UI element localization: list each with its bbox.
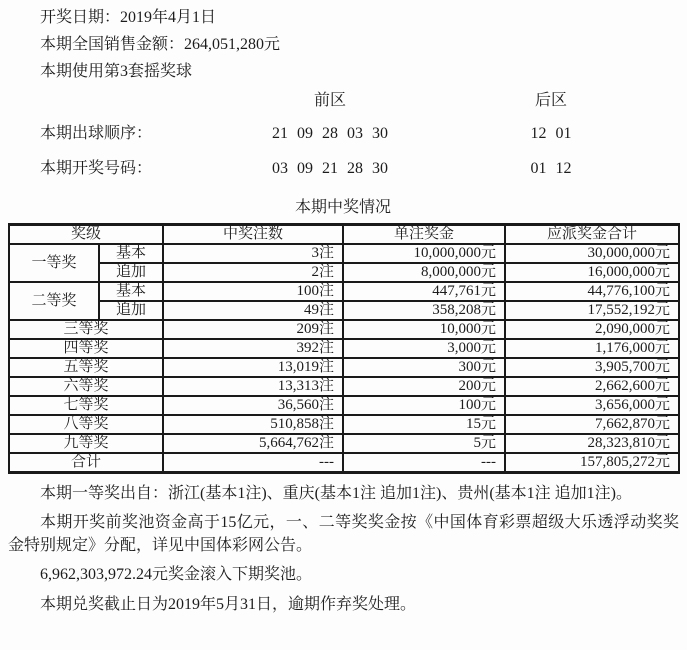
prize-level-cell: 七等奖	[9, 396, 163, 415]
prize-level-cell: 五等奖	[9, 358, 163, 377]
draw-numbers-section	[0, 85, 687, 186]
table-row-seventh-prize	[9, 396, 679, 415]
zone-header-spacer	[0, 85, 225, 117]
winning-back-numbers: 01 12	[530, 160, 572, 177]
table-row-ninth-prize	[9, 434, 679, 453]
total-per-prize-cell: ---	[343, 453, 505, 473]
per-prize-cell: 10,000,000元	[343, 244, 505, 263]
total-cell: 44,776,100元	[505, 282, 679, 301]
table-row-first-prize-basic	[9, 244, 679, 263]
per-prize-cell: 3,000元	[343, 339, 505, 358]
winning-numbers-row	[0, 151, 687, 186]
header-per-bet-prize: 单注奖金	[343, 225, 505, 245]
table-row-third-prize	[9, 320, 679, 339]
prize-table-title: 本期中奖情况	[294, 199, 391, 216]
total-cell: 2,090,000元	[505, 320, 679, 339]
prize-level-cell: 九等奖	[9, 434, 163, 453]
table-row-fifth-prize	[9, 358, 679, 377]
count-cell: 13,313注	[163, 377, 343, 396]
subtype-cell: 基本	[99, 282, 163, 301]
rollover-note: 6,962,303,972.24元奖金滚入下期奖池。	[40, 566, 313, 583]
prize-level-cell: 六等奖	[9, 377, 163, 396]
winning-front-numbers: 03 09 21 28 30	[272, 160, 388, 177]
prize-level-cell: 三等奖	[9, 320, 163, 339]
per-prize-cell: 5元	[343, 434, 505, 453]
prize-table	[8, 223, 680, 474]
back-zone-label: 后区	[534, 92, 567, 109]
count-cell: 13,019注	[163, 358, 343, 377]
prize-level-cell: 二等奖	[9, 282, 99, 320]
deadline-note: 本期兑奖截止日为2019年5月31日，逾期作弃奖处理。	[40, 596, 417, 613]
subtype-cell: 追加	[99, 263, 163, 282]
table-row-second-prize-additional	[9, 301, 679, 320]
total-label-cell: 合计	[9, 453, 163, 473]
table-row-sixth-prize	[9, 377, 679, 396]
draw-date-line: 开奖日期：2019年4月1日	[40, 9, 217, 26]
pool-rule-note: 本期开奖前奖池资金高于15亿元，一、二等奖奖金按《中国体育彩票超级大乐透浮动奖奖金特别规定》分配，详见中国体彩网公告。	[8, 514, 679, 554]
prize-table-header-row	[9, 225, 679, 245]
count-cell: 392注	[163, 339, 343, 358]
table-row-eighth-prize	[9, 415, 679, 434]
count-cell: 36,560注	[163, 396, 343, 415]
total-cell: 7,662,870元	[505, 415, 679, 434]
prize-level-cell: 四等奖	[9, 339, 163, 358]
prize-level-cell: 八等奖	[9, 415, 163, 434]
count-cell: 209注	[163, 320, 343, 339]
prize-level-cell: 一等奖	[9, 244, 99, 282]
ball-sequence-back-numbers: 12 01	[530, 125, 572, 142]
per-prize-cell: 300元	[343, 358, 505, 377]
per-prize-cell: 358,208元	[343, 301, 505, 320]
total-cell: 3,656,000元	[505, 396, 679, 415]
header-winning-count: 中奖注数	[163, 225, 343, 245]
total-cell: 16,000,000元	[505, 263, 679, 282]
count-cell: 5,664,762注	[163, 434, 343, 453]
total-count-cell: ---	[163, 453, 343, 473]
table-row-total	[9, 453, 679, 473]
per-prize-cell: 447,761元	[343, 282, 505, 301]
count-cell: 100注	[163, 282, 343, 301]
total-cell: 30,000,000元	[505, 244, 679, 263]
total-cell: 17,552,192元	[505, 301, 679, 320]
sales-amount-line: 本期全国销售金额：264,051,280元	[40, 36, 281, 53]
count-cell: 3注	[163, 244, 343, 263]
subtype-cell: 追加	[99, 301, 163, 320]
count-cell: 49注	[163, 301, 343, 320]
total-cell: 2,662,600元	[505, 377, 679, 396]
ball-sequence-row	[0, 117, 687, 151]
total-payout-cell: 157,805,272元	[505, 453, 679, 473]
per-prize-cell: 100元	[343, 396, 505, 415]
ball-sequence-front-numbers: 21 09 28 03 30	[272, 125, 388, 142]
per-prize-cell: 10,000元	[343, 320, 505, 339]
table-row-second-prize-basic	[9, 282, 679, 301]
first-prize-origin-note: 本期一等奖出自：浙江(基本1注)、重庆(基本1注 追加1注)、贵州(基本1注 追加1注)。	[40, 485, 632, 502]
total-cell: 3,905,700元	[505, 358, 679, 377]
header-prize-level: 奖级	[9, 225, 163, 245]
per-prize-cell: 15元	[343, 415, 505, 434]
zone-header-row	[0, 85, 687, 117]
count-cell: 510,858注	[163, 415, 343, 434]
ball-set-line: 本期使用第3套摇奖球	[40, 63, 193, 80]
winning-numbers-label: 本期开奖号码：	[40, 160, 153, 177]
total-cell: 28,323,810元	[505, 434, 679, 453]
table-row-first-prize-additional	[9, 263, 679, 282]
front-zone-label: 前区	[313, 92, 346, 109]
table-row-fourth-prize	[9, 339, 679, 358]
header-total-payout: 应派奖金合计	[505, 225, 679, 245]
ball-sequence-label: 本期出球顺序：	[40, 125, 153, 142]
per-prize-cell: 8,000,000元	[343, 263, 505, 282]
subtype-cell: 基本	[99, 244, 163, 263]
per-prize-cell: 200元	[343, 377, 505, 396]
count-cell: 2注	[163, 263, 343, 282]
total-cell: 1,176,000元	[505, 339, 679, 358]
notes-section	[0, 482, 687, 616]
